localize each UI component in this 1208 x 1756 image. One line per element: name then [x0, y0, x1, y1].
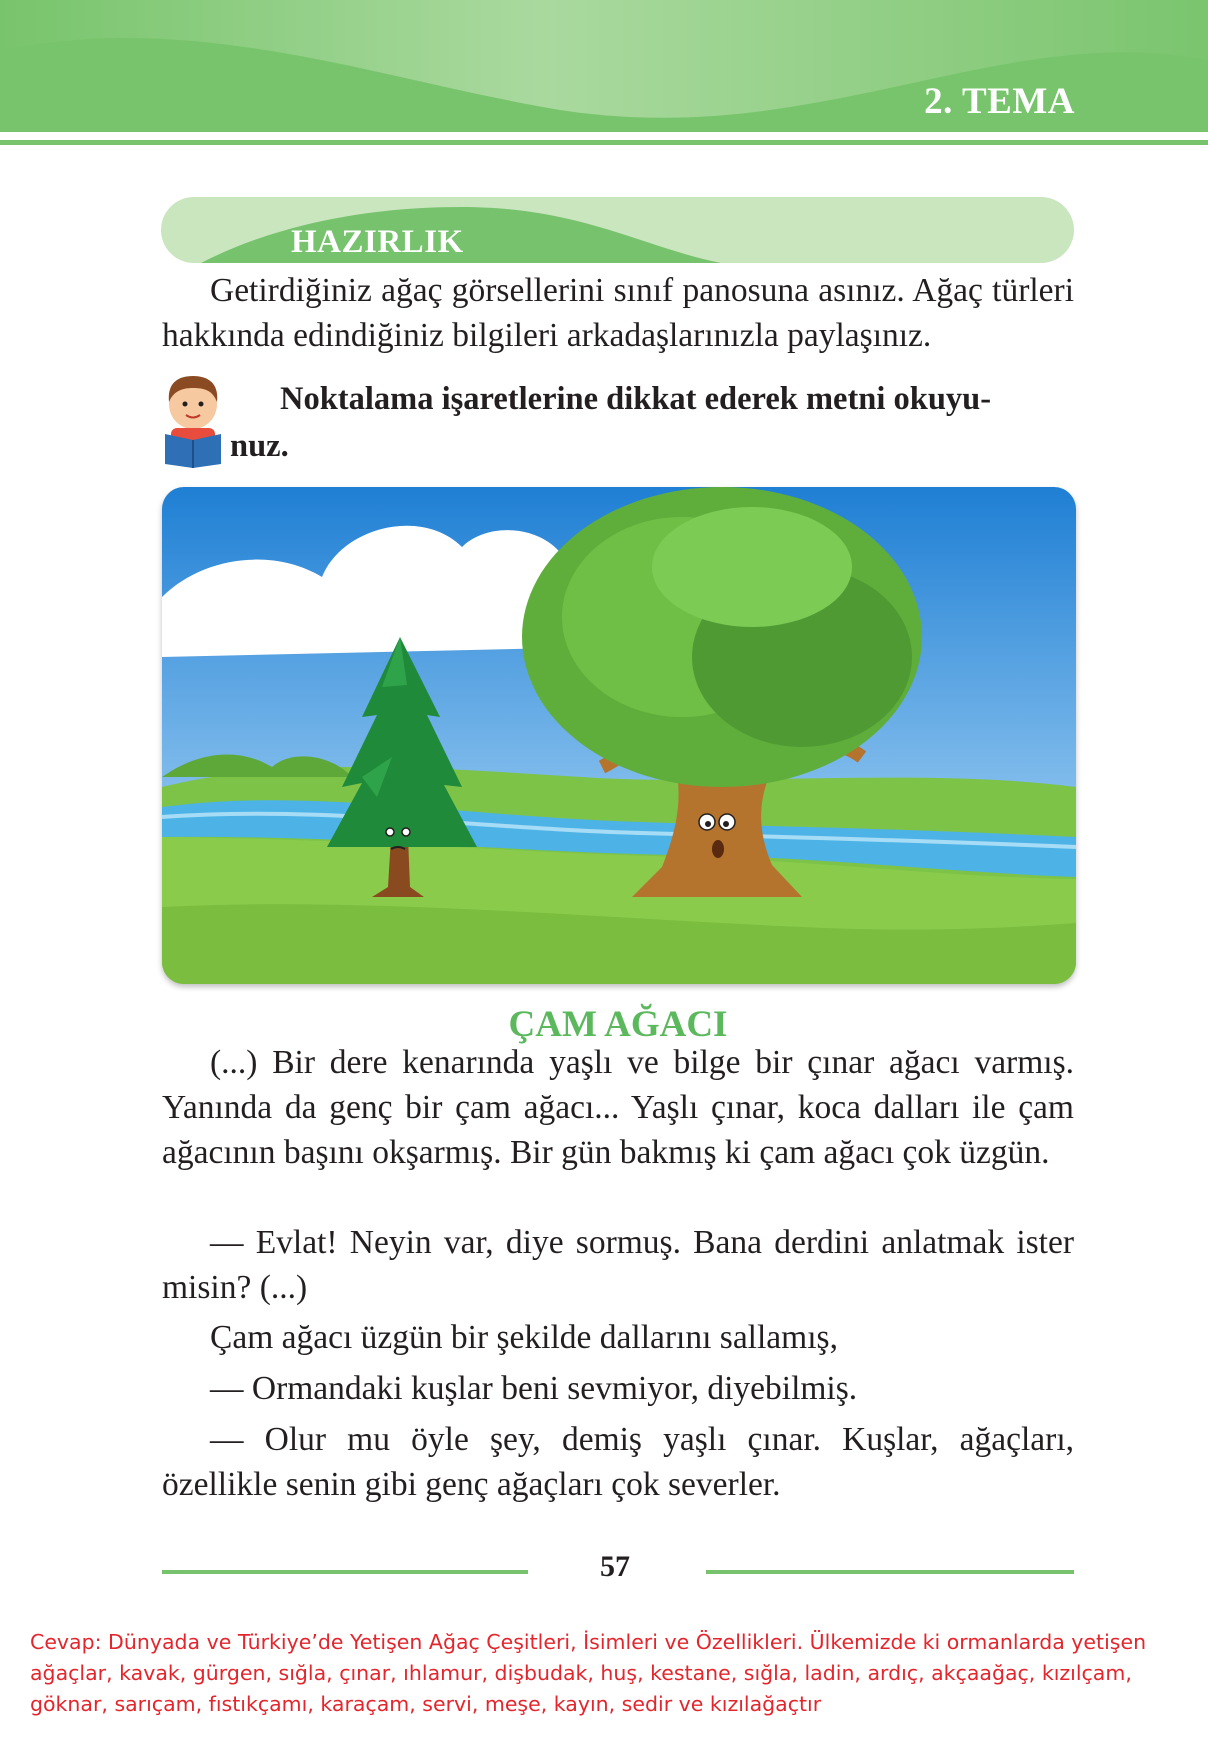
reading-boy-icon [157, 372, 229, 468]
story-paragraph: — Ormandaki kuşlar beni sevmiyor, diyebilmiş. [210, 1370, 858, 1407]
page-number: 57 [600, 1550, 630, 1583]
header-band [0, 0, 1208, 150]
footer-line-left [162, 1570, 528, 1574]
story-paragraph: (...) Bir dere kenarında yaşlı ve bilge bir çınar ağacı varmış. Yanında da genç bir çam ağacı... Yaşlı çınar, koca dalları ile çam ağacının başını okşarmış. Bir gün bakmış ki çam ağacı çok üzgün. [162, 1044, 1074, 1171]
trees-illustration [162, 487, 1076, 984]
theme-label: 2. TEMA [924, 81, 1075, 122]
story-title: ÇAM AĞACI [508, 1004, 728, 1045]
preparation-title: HAZIRLIK [291, 224, 464, 260]
instruction-line-1: Noktalama işaretlerine dikkat ederek metni okuyu- [280, 381, 992, 417]
story-paragraph: — Olur mu öyle şey, demiş yaşlı çınar. Kuşlar, ağaçları, özellikle senin gibi genç ağaçları çok severler. [162, 1421, 1074, 1503]
story-paragraph: — Evlat! Neyin var, diye sormuş. Bana derdini anlatmak ister misin? (...) [162, 1224, 1074, 1306]
story-paragraph: Çam ağacı üzgün bir şekilde dallarını sallamış, [210, 1319, 838, 1356]
instruction-line-2: nuz. [230, 428, 289, 464]
preparation-text: Getirdiğiniz ağaç görsellerini sınıf panosuna asınız. Ağaç türleri hakkında edindiğiniz bilgileri arkadaşlarınızla paylaşınız. [162, 272, 1074, 354]
reading-instruction [232, 376, 1074, 470]
footer-line-right [706, 1570, 1074, 1574]
answer-note: Cevap: Dünyada ve Türkiye’de Yetişen Ağaç Çeşitleri, İsimleri ve Özellikleri. Ülkemizde ki ormanlarda yetişen ağaçlar, kavak, gürgen, sığla, çınar, ıhlamur, dişbudak, huş, kestane, sığla, ladin, ardıç, akçaağaç, kızılçam, göknar, sarıçam, fıstıkçamı, karaçam, servi, meşe, kayın, sedir ve kızılağaçtır [30, 1630, 1147, 1716]
